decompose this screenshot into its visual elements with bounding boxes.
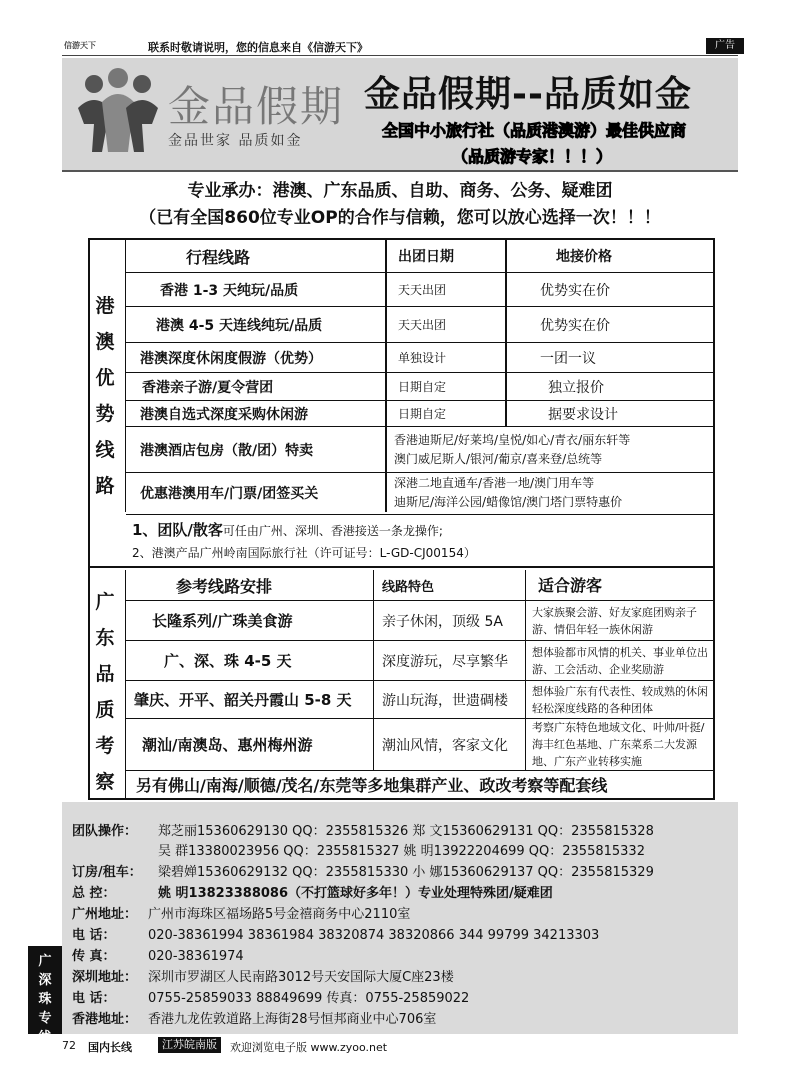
hk-table-header [126, 240, 715, 272]
table-row-car: 优惠港澳用车/门票/团签买关 深港二地直通车/香港一地/澳门用车等 迪斯尼/海洋公园/蜡像馆/澳门塔门票特惠价 [126, 472, 715, 512]
section-name: 国内长线 [88, 1041, 132, 1054]
table-row: 广、深、珠 4-5 天 深度游玩，尽享繁华 想体验都市风情的机关、事业单位出游、工会活动、企业奖励游 [126, 640, 715, 680]
publisher-mini-logo: 信游天下 [64, 41, 96, 50]
subheadline: 全国中小旅行社（品质港澳游）最佳供应商 [382, 121, 687, 140]
table-row: 香港 1-3 天纯玩/品质 天天出团 优势实在价 [126, 272, 715, 306]
sz-address-line: 深圳地址： 深圳市罗湖区人民南路3012号天安国际大厦C座23楼 [72, 970, 454, 985]
team-ops-line-2: 吴 群13380023956 QQ：2355815327 姚 明13922204699 QQ：2355815332 [158, 844, 645, 859]
table-row: 港澳深度休闲度假游（优势） 单独设计 一团一议 [126, 342, 715, 372]
hk-address-line: 香港地址： 香港九龙佐敦道路上海街28号恒邦商业中心706室 [72, 1012, 437, 1027]
ad-header [62, 58, 738, 172]
col-route-header: 行程线路 [126, 240, 386, 272]
contact-block [62, 802, 738, 1034]
table-row: 港澳 4-5 天连线纯玩/品质 天天出团 优势实在价 [126, 306, 715, 342]
gz-phone-line: 电 话： 020-38361994 38361984 38320874 38320866 344 99799 34213303 [72, 928, 600, 943]
intro-text [62, 178, 738, 232]
source-notice: 联系时敬请说明，您的信息来自《信游天下》 [148, 41, 368, 54]
intro-line-1: 专业承办：港澳、广东品质、自助、商务、公务、疑难团 [187, 181, 613, 201]
people-logo-icon [72, 64, 164, 156]
booking-line: 订房/租车： 梁碧婵15360629132 QQ：2355815330 小 娜15360629137 QQ：2355815329 [72, 865, 654, 880]
ad-tag: 广告 [706, 38, 744, 54]
gd-table-header: 参考线路安排 线路特色 适合游客 [126, 570, 715, 600]
page-number: 72 [62, 1039, 76, 1052]
chief-line: 总 控： 姚 明13823388086（不打篮球好多年！）专业处理特殊团/疑难团 [72, 886, 553, 901]
table-row: 长隆系列/广珠美食游 亲子休闲，顶级 5A 大家族聚会游、好友家庭团购亲子游、情侣年轻一族休闲游 [126, 600, 715, 640]
intro-line-2: （已有全国860位专业OP的合作与信赖，您可以放心选择一次！！！ [139, 208, 661, 228]
gz-address-line: 广州地址： 广州市海珠区福场路5号金禧商务中心2110室 [72, 907, 411, 922]
subheadline-2: （品质游专家！！！） [452, 147, 613, 166]
table-row: 港澳自选式深度采购休闲游 日期自定 据要求设计 [126, 400, 715, 426]
brand-slogan: 金品世家 品质如金 [168, 133, 303, 149]
website-link[interactable]: 欢迎浏览电子版 www.zyoo.net [230, 1041, 388, 1054]
table-row: 香港亲子游/夏令营团 日期自定 独立报价 [126, 372, 715, 400]
page-footer [62, 1036, 482, 1054]
hk-section-label: 港 澳 优 势 线 路 [95, 295, 115, 497]
gz-fax-line: 传 真： 020-38361974 [72, 949, 244, 964]
gd-extra-note: 另有佛山/南海/顺德/茂名/东莞等多地集群产业、政改考察等配套线 [126, 770, 715, 798]
team-ops-line-1: 团队操作： 郑芝丽15360629130 QQ：2355815326 郑 文15360629131 QQ：2355815328 [72, 824, 654, 839]
col-date-header: 出团日期 [386, 240, 506, 272]
route-side-tab: 广深珠专线 [28, 946, 62, 1034]
col-price-header: 地接价格 [556, 249, 612, 265]
gd-section-label: 广 东 品 质 考 察 [95, 591, 115, 793]
hk-section-notes: 1、团队/散客可任由广州、深圳、香港接送一条龙操作; 2、港澳产品广州岭南国际旅行社（许可证号：L-GD-CJ00154） [126, 514, 715, 564]
edition-tag: 江苏皖南版 [158, 1037, 221, 1053]
table-row-hotel: 港澳酒店包房（散/团）特卖 香港迪斯尼/好莱坞/皇悦/如心/青衣/丽东轩等 澳门威尼斯人/银河/葡京/喜来登/总统等 [126, 426, 715, 472]
table-row: 肇庆、开平、韶关丹霞山 5-8 天 游山玩海，世遗碉楼 想体验广东有代表性、较成熟的休闲轻松深度线路的各种团体 [126, 680, 715, 718]
table-row: 潮汕/南澳岛、惠州梅州游 潮汕风情，客家文化 考察广东特色地域文化、叶帅/叶挺/海丰红色基地、广东菜系二大发源地、广东产业转移实施 [126, 718, 715, 770]
brand-name: 金品假期 [168, 82, 345, 131]
top-bar [62, 36, 738, 56]
sz-phone-line: 电 话： 0755-25859033 88849699 传真：0755-25859022 [72, 991, 470, 1006]
headline: 金品假期--品质如金 [364, 74, 692, 115]
